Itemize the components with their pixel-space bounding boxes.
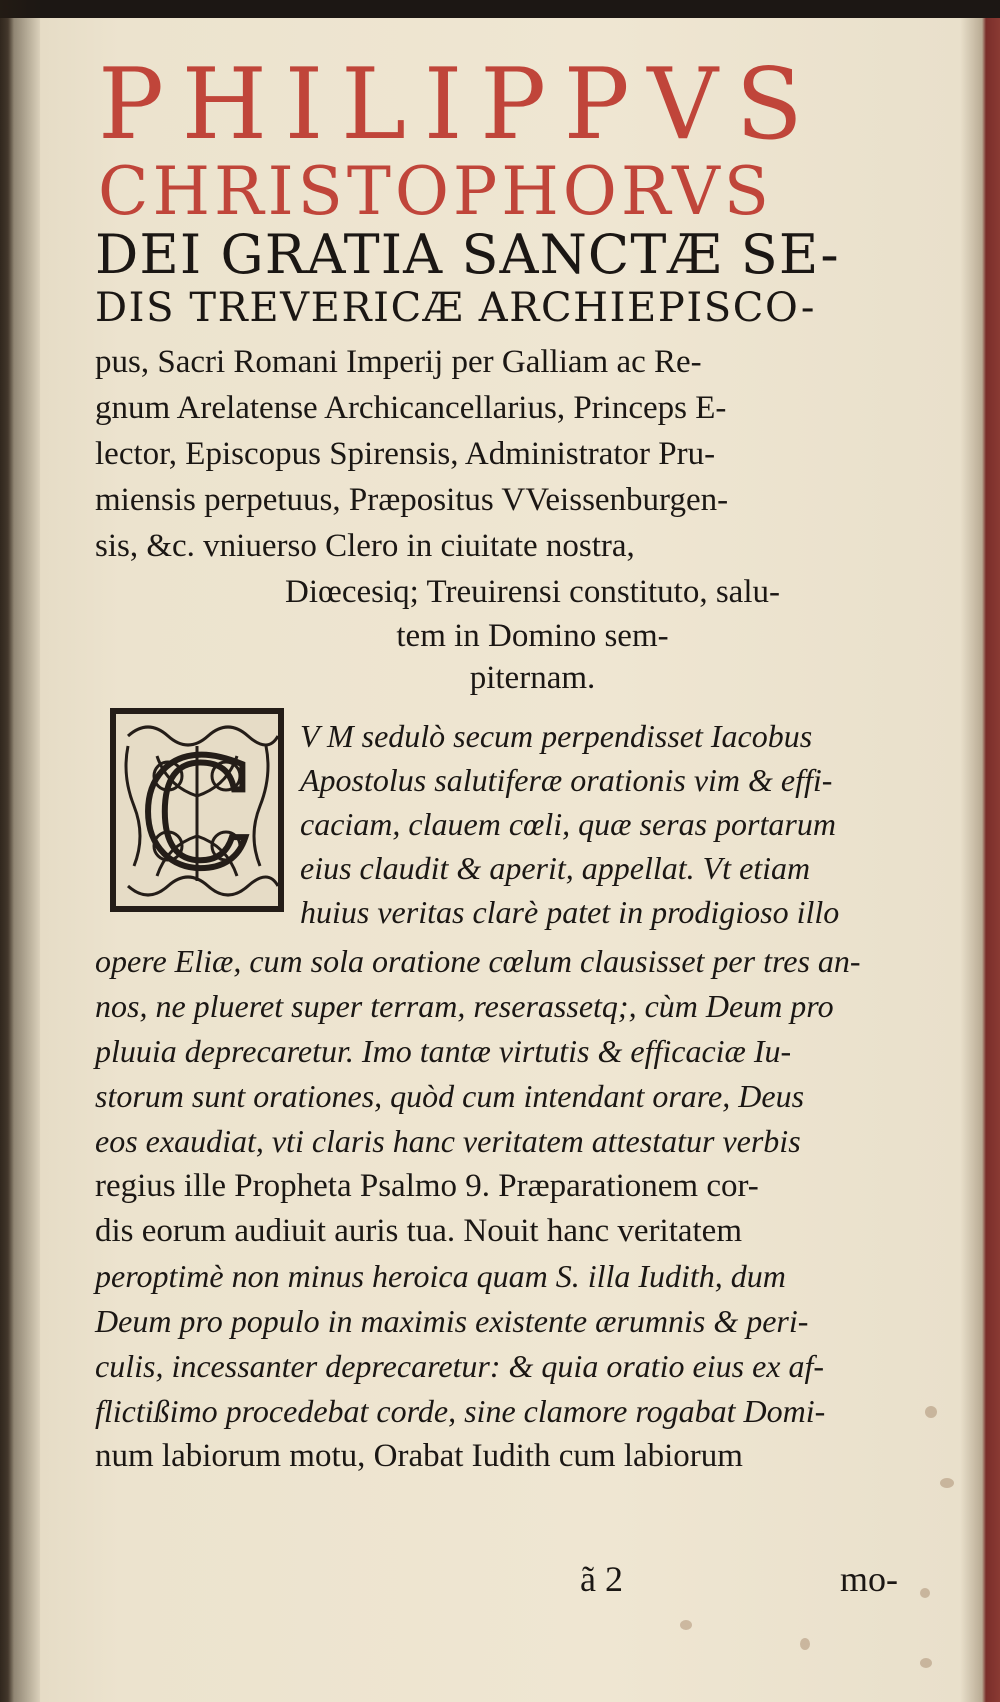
body-line: num labiorum motu, Orabat Iudith cum labiorum xyxy=(95,1438,743,1474)
intro-line: gnum Arelatense Archicancellarius, Princeps E- xyxy=(95,390,727,426)
body-line: pluuia deprecaretur. Imo tantæ virtutis & efficaciæ Iu- xyxy=(95,1033,792,1069)
dropcap-line: caciam, clauem cœli, quæ seras portarum xyxy=(300,806,836,842)
title-line-1: PHILIPPVS xyxy=(98,48,821,162)
paper-stain xyxy=(800,1638,810,1650)
dropcap-line: eius claudit & aperit, appellat. Vt etiam xyxy=(300,850,811,886)
intro-line: sis, &c. vniuerso Clero in ciuitate nostra, xyxy=(95,528,635,564)
paper-stain xyxy=(920,1658,932,1668)
body-line: regius ille Propheta Psalmo 9. Præparationem cor- xyxy=(95,1168,759,1204)
body-line: dis eorum audiuit auris tua. Nouit hanc veritatem xyxy=(95,1213,742,1249)
intro-line: pus, Sacri Romani Imperij per Galliam ac Re- xyxy=(95,344,702,380)
intro-line: miensis perpetuus, Præpositus VVeissenburgen- xyxy=(95,482,729,518)
body-line: storum sunt orationes, quòd cum intendant orare, Deus xyxy=(95,1078,805,1114)
heading-line-1: DEI GRATIA SANCTÆ SE- xyxy=(95,223,840,286)
signature-mark: ã 2 xyxy=(580,1559,623,1599)
catchword: mo- xyxy=(840,1559,898,1599)
top-edge xyxy=(0,0,1000,18)
intro-line: piternam. xyxy=(469,660,596,696)
body-line: peroptimè non minus heroica quam S. illa Iudith, dum xyxy=(95,1258,786,1294)
body-line: nos, ne plueret super terram, reserassetq;, cùm Deum pro xyxy=(95,988,834,1024)
title-line-2: CHRISTOPHORVS xyxy=(98,153,773,230)
paper-stain xyxy=(925,1406,937,1418)
body-line: culis, incessanter deprecaretur: & quia oratio eius ex af- xyxy=(95,1348,825,1384)
intro-line: Diœcesiq; Treuirensi constituto, salu- xyxy=(285,574,780,610)
decorated-initial-c xyxy=(108,706,286,914)
dropcap-letter: C xyxy=(139,728,255,902)
paper-stain xyxy=(680,1620,692,1630)
body-line: eos exaudiat, vti claris hanc veritatem attestatur verbis xyxy=(95,1123,801,1159)
body-line: opere Eliæ, cum sola oratione cœlum clausisset per tres an- xyxy=(95,943,861,979)
intro-line: lector, Episcopus Spirensis, Administrator Pru- xyxy=(95,436,716,472)
dropcap-line: V M sedulò secum perpendisset Iacobus xyxy=(300,718,813,754)
heading-line-2: DIS TREVERICÆ ARCHIEPISCO- xyxy=(95,285,816,331)
dropcap-line: huius veritas clarè patet in prodigioso illo xyxy=(300,894,840,930)
intro-line: tem in Domino sem- xyxy=(396,618,669,654)
spine-shadow xyxy=(0,0,40,1702)
body-line: Deum pro populo in maximis existente ærumnis & peri- xyxy=(95,1303,809,1339)
body-line: flictißimo procedebat corde, sine clamore rogabat Domi- xyxy=(95,1393,826,1429)
dropcap-line: Apostolus salutiferæ orationis vim & effi- xyxy=(300,762,833,798)
paper-stain xyxy=(940,1478,954,1488)
book-page xyxy=(40,18,985,1702)
paper-stain xyxy=(920,1588,930,1598)
